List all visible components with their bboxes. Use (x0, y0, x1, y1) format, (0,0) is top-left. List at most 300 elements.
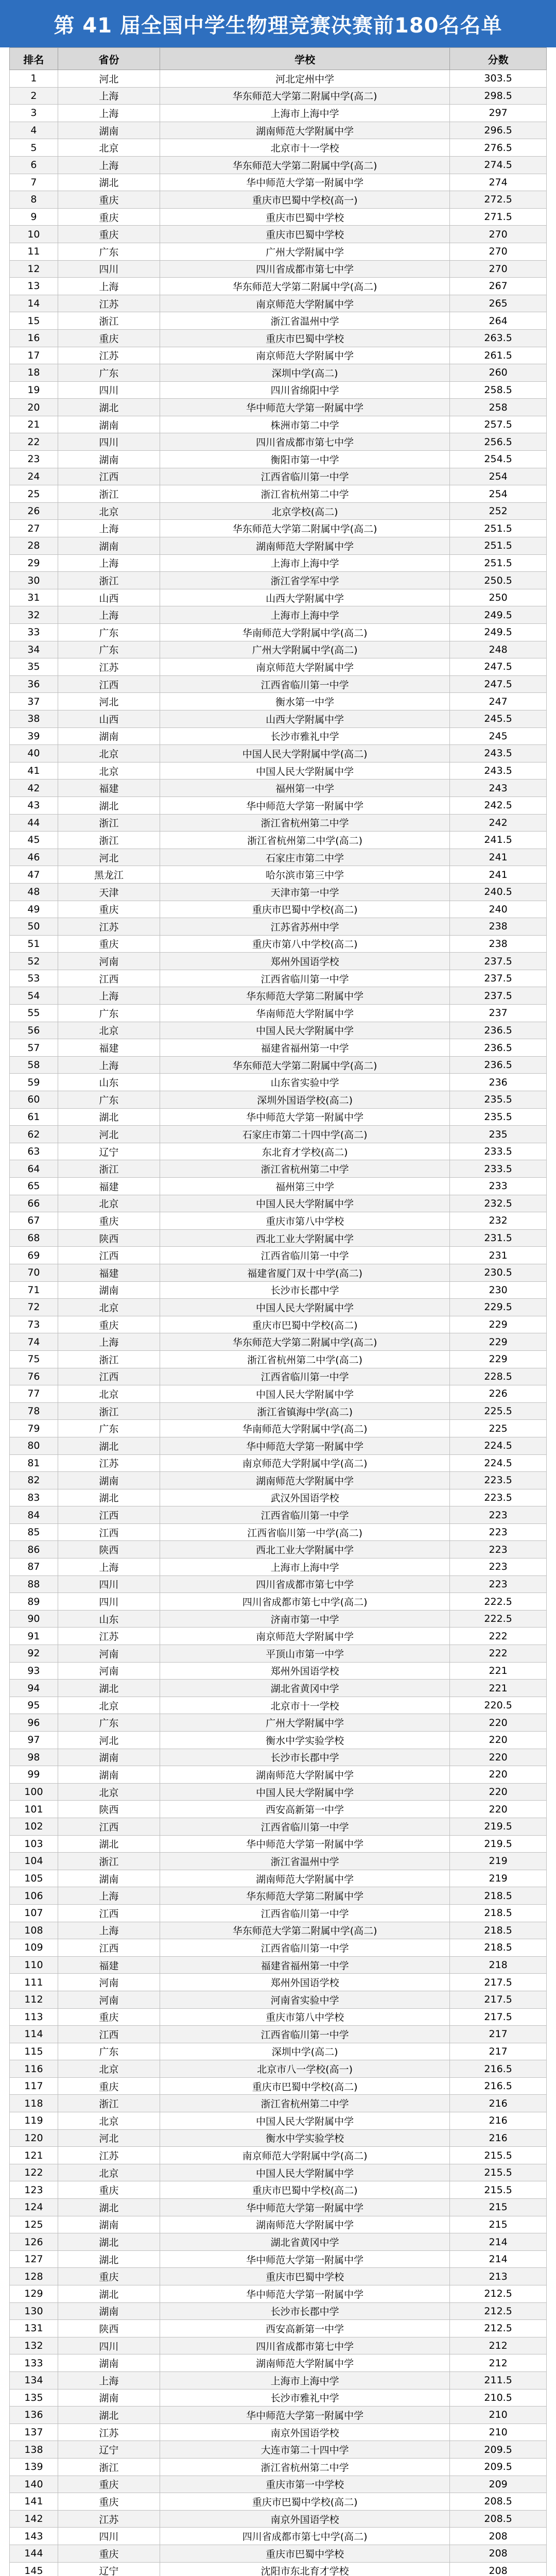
rank-cell: 127 (10, 2250, 58, 2268)
score-cell: 223 (450, 1541, 547, 1558)
rank-cell: 10 (10, 226, 58, 243)
school-cell: 福建省厦门双十中学(高二) (160, 1264, 450, 1281)
table-row (10, 987, 547, 1005)
school-cell: 湖南师范大学附属中学 (160, 2216, 450, 2233)
province-cell: 广东 (58, 1005, 160, 1022)
rank-cell: 84 (10, 1506, 58, 1524)
school-cell: 中国人民大学附属中学 (160, 1022, 450, 1039)
rank-cell: 72 (10, 1299, 58, 1316)
table-row (10, 502, 547, 520)
score-cell: 209.5 (450, 2441, 547, 2459)
rank-cell: 124 (10, 2199, 58, 2216)
score-cell: 230.5 (450, 1264, 547, 1281)
school-cell: 南京师范大学附属中学(高二) (160, 1454, 450, 1472)
rank-cell: 22 (10, 433, 58, 451)
province-cell: 河北 (58, 849, 160, 866)
rank-cell: 46 (10, 849, 58, 866)
table-row (10, 918, 547, 936)
school-cell: 河北定州中学 (160, 70, 450, 88)
rank-cell: 50 (10, 918, 58, 936)
province-cell: 湖南 (58, 1749, 160, 1766)
rank-cell: 45 (10, 832, 58, 849)
province-cell: 湖北 (58, 2285, 160, 2303)
province-cell: 重庆 (58, 208, 160, 226)
rank-cell: 106 (10, 1887, 58, 1905)
rank-cell: 115 (10, 2043, 58, 2060)
table-row (10, 191, 547, 209)
header-score: 分数 (450, 48, 547, 70)
school-cell: 大连市第二十四中学 (160, 2441, 450, 2459)
province-cell: 湖北 (58, 2233, 160, 2251)
rank-cell: 116 (10, 2060, 58, 2078)
province-cell: 江西 (58, 468, 160, 485)
rank-cell: 123 (10, 2181, 58, 2199)
school-cell: 南京师范大学附属中学 (160, 1628, 450, 1645)
province-cell: 重庆 (58, 1212, 160, 1230)
rank-cell: 14 (10, 295, 58, 312)
table-row (10, 1991, 547, 2008)
rank-cell: 89 (10, 1593, 58, 1611)
table-row (10, 2389, 547, 2406)
score-cell: 214 (450, 2233, 547, 2251)
rank-cell: 5 (10, 139, 58, 157)
score-cell: 252 (450, 502, 547, 520)
province-cell: 湖南 (58, 1472, 160, 1489)
province-cell: 湖南 (58, 416, 160, 433)
table-row (10, 2181, 547, 2199)
score-cell: 213 (450, 2268, 547, 2285)
table-row (10, 641, 547, 658)
rank-cell: 2 (10, 87, 58, 105)
province-cell: 重庆 (58, 2008, 160, 2026)
school-cell: 平顶山市第一中学 (160, 1645, 450, 1663)
score-cell: 235.5 (450, 1108, 547, 1126)
school-cell: 江西省临川第一中学 (160, 1818, 450, 1835)
rank-cell: 54 (10, 987, 58, 1005)
province-cell: 四川 (58, 2337, 160, 2354)
school-cell: 浙江省学军中学 (160, 572, 450, 589)
table-row (10, 1593, 547, 1611)
province-cell: 山西 (58, 710, 160, 727)
school-cell: 长沙市雅礼中学 (160, 2389, 450, 2406)
table-row (10, 1541, 547, 1558)
school-cell: 浙江省杭州第二中学 (160, 2095, 450, 2112)
rank-cell: 65 (10, 1178, 58, 1195)
score-cell: 215.5 (450, 2164, 547, 2181)
score-cell: 216 (450, 2129, 547, 2147)
table-row (10, 727, 547, 745)
score-cell: 270 (450, 260, 547, 278)
rank-cell: 47 (10, 866, 58, 884)
rank-cell: 68 (10, 1229, 58, 1247)
table-row (10, 1523, 547, 1541)
rank-cell: 101 (10, 1801, 58, 1818)
rank-cell: 102 (10, 1818, 58, 1835)
score-cell: 215 (450, 2199, 547, 2216)
score-cell: 249.5 (450, 624, 547, 641)
province-cell: 重庆 (58, 2493, 160, 2511)
school-cell: 长沙市长郡中学 (160, 1749, 450, 1766)
score-cell: 243.5 (450, 762, 547, 779)
school-cell: 浙江省杭州第二中学(高二) (160, 832, 450, 849)
province-cell: 江苏 (58, 2147, 160, 2164)
score-cell: 251.5 (450, 537, 547, 555)
province-cell: 湖北 (58, 1489, 160, 1506)
score-cell: 220 (450, 1783, 547, 1801)
table-row (10, 1835, 547, 1853)
score-cell: 226 (450, 1385, 547, 1403)
table-row (10, 2216, 547, 2233)
table-row (10, 589, 547, 606)
province-cell: 北京 (58, 1299, 160, 1316)
province-cell: 福建 (58, 779, 160, 797)
rank-cell: 42 (10, 779, 58, 797)
score-cell: 232 (450, 1212, 547, 1230)
province-cell: 上海 (58, 1887, 160, 1905)
score-cell: 212.5 (450, 2285, 547, 2303)
table-row (10, 2026, 547, 2043)
rank-cell: 98 (10, 1749, 58, 1766)
province-cell: 浙江 (58, 485, 160, 503)
school-cell: 重庆市巴蜀中学校(高二) (160, 901, 450, 918)
score-cell: 220 (450, 1766, 547, 1784)
rank-cell: 8 (10, 191, 58, 209)
province-cell: 广东 (58, 243, 160, 260)
score-cell: 212.5 (450, 2320, 547, 2337)
score-cell: 210.5 (450, 2389, 547, 2406)
table-row (10, 1229, 547, 1247)
rank-cell: 91 (10, 1628, 58, 1645)
rank-cell: 4 (10, 122, 58, 139)
province-cell: 重庆 (58, 226, 160, 243)
province-cell: 浙江 (58, 814, 160, 832)
province-cell: 湖南 (58, 2302, 160, 2320)
score-cell: 215.5 (450, 2147, 547, 2164)
province-cell: 四川 (58, 1575, 160, 1593)
score-cell: 220 (450, 1749, 547, 1766)
school-cell: 南京师范大学附属中学 (160, 658, 450, 676)
rank-cell: 49 (10, 901, 58, 918)
province-cell: 福建 (58, 1264, 160, 1281)
school-cell: 湖南师范大学附属中学 (160, 537, 450, 555)
score-cell: 219 (450, 1853, 547, 1870)
province-cell: 浙江 (58, 2458, 160, 2476)
table-row (10, 2008, 547, 2026)
province-cell: 广东 (58, 624, 160, 641)
table-row (10, 2285, 547, 2303)
school-cell: 重庆市巴蜀中学校(高二) (160, 1316, 450, 1333)
rank-cell: 104 (10, 1853, 58, 1870)
school-cell: 四川省成都市第七中学 (160, 433, 450, 451)
province-cell: 北京 (58, 1022, 160, 1039)
score-cell: 245 (450, 727, 547, 745)
table-row (10, 762, 547, 779)
table-row (10, 2147, 547, 2164)
school-cell: 江苏省苏州中学 (160, 918, 450, 936)
rank-cell: 17 (10, 347, 58, 364)
table-header (10, 48, 547, 70)
table-row (10, 1126, 547, 1143)
province-cell: 四川 (58, 433, 160, 451)
province-cell: 湖北 (58, 1108, 160, 1126)
table-row (10, 1749, 547, 1766)
province-cell: 江西 (58, 1506, 160, 1524)
rank-cell: 7 (10, 174, 58, 191)
score-cell: 211.5 (450, 2371, 547, 2389)
table-row (10, 1281, 547, 1299)
province-cell: 北京 (58, 1195, 160, 1212)
table-row (10, 520, 547, 537)
province-cell: 河南 (58, 1645, 160, 1663)
rank-cell: 100 (10, 1783, 58, 1801)
rank-cell: 32 (10, 606, 58, 624)
rank-cell: 74 (10, 1333, 58, 1351)
province-cell: 天津 (58, 883, 160, 901)
province-cell: 江西 (58, 1904, 160, 1922)
province-cell: 湖北 (58, 2199, 160, 2216)
score-cell: 212 (450, 2354, 547, 2372)
rank-cell: 80 (10, 1437, 58, 1454)
province-cell: 上海 (58, 520, 160, 537)
school-cell: 深圳中学(高二) (160, 364, 450, 382)
province-cell: 江西 (58, 2026, 160, 2043)
score-cell: 233 (450, 1178, 547, 1195)
score-cell: 245.5 (450, 710, 547, 727)
school-cell: 江西省临川第一中学 (160, 675, 450, 693)
school-cell: 湖北省黄冈中学 (160, 1680, 450, 1697)
table-row (10, 468, 547, 485)
province-cell: 湖南 (58, 1281, 160, 1299)
province-cell: 江苏 (58, 347, 160, 364)
table-row (10, 1783, 547, 1801)
header-row (10, 48, 547, 70)
table-row (10, 243, 547, 260)
school-cell: 华东师范大学第二附属中学(高二) (160, 156, 450, 174)
province-cell: 浙江 (58, 1402, 160, 1420)
table-row (10, 1350, 547, 1368)
score-cell: 267 (450, 278, 547, 295)
province-cell: 河南 (58, 1662, 160, 1680)
table-row (10, 572, 547, 589)
score-cell: 236.5 (450, 1056, 547, 1074)
table-row (10, 2129, 547, 2147)
score-cell: 241.5 (450, 832, 547, 849)
score-cell: 219 (450, 1870, 547, 1887)
province-cell: 重庆 (58, 2476, 160, 2493)
province-cell: 重庆 (58, 2268, 160, 2285)
table-row (10, 1922, 547, 1939)
province-cell: 上海 (58, 105, 160, 122)
score-cell: 229 (450, 1333, 547, 1351)
school-cell: 浙江省温州中学 (160, 1853, 450, 1870)
school-cell: 重庆市第八中学校 (160, 2008, 450, 2026)
province-cell: 上海 (58, 606, 160, 624)
province-cell: 浙江 (58, 1160, 160, 1178)
school-cell: 河南省实验中学 (160, 1991, 450, 2008)
table-row (10, 624, 547, 641)
table-row (10, 485, 547, 503)
table-row (10, 1801, 547, 1818)
school-cell: 衡水第一中学 (160, 693, 450, 710)
score-cell: 257.5 (450, 416, 547, 433)
table-row (10, 1333, 547, 1351)
province-cell: 山东 (58, 1610, 160, 1628)
header-school: 学校 (160, 48, 450, 70)
school-cell: 山西大学附属中学 (160, 589, 450, 606)
rank-cell: 141 (10, 2493, 58, 2511)
table-row (10, 347, 547, 364)
province-cell: 上海 (58, 1922, 160, 1939)
table-row (10, 226, 547, 243)
school-cell: 华中师范大学第一附属中学 (160, 796, 450, 814)
school-cell: 中国人民大学附属中学 (160, 1195, 450, 1212)
province-cell: 江西 (58, 1523, 160, 1541)
score-cell: 256.5 (450, 433, 547, 451)
school-cell: 华南师范大学附属中学 (160, 1005, 450, 1022)
score-cell: 247 (450, 693, 547, 710)
score-cell: 217.5 (450, 2008, 547, 2026)
table-row (10, 1022, 547, 1039)
province-cell: 江苏 (58, 295, 160, 312)
score-cell: 223.5 (450, 1489, 547, 1506)
ranking-table (9, 47, 547, 2576)
score-cell: 220.5 (450, 1697, 547, 1714)
province-cell: 河北 (58, 2129, 160, 2147)
table-row (10, 2510, 547, 2528)
province-cell: 湖北 (58, 1680, 160, 1697)
table-row (10, 1818, 547, 1835)
score-cell: 240 (450, 901, 547, 918)
rank-cell: 83 (10, 1489, 58, 1506)
province-cell: 浙江 (58, 1350, 160, 1368)
school-cell: 华中师范大学第一附属中学 (160, 174, 450, 191)
school-cell: 上海市上海中学 (160, 2371, 450, 2389)
rank-cell: 143 (10, 2528, 58, 2545)
rank-cell: 55 (10, 1005, 58, 1022)
rank-cell: 109 (10, 1939, 58, 1957)
province-cell: 北京 (58, 745, 160, 762)
school-cell: 北京市十一学校 (160, 139, 450, 157)
table-row (10, 1680, 547, 1697)
school-cell: 南京外国语学校 (160, 2510, 450, 2528)
province-cell: 黑龙江 (58, 866, 160, 884)
rank-cell: 38 (10, 710, 58, 727)
score-cell: 224.5 (450, 1437, 547, 1454)
rank-cell: 11 (10, 243, 58, 260)
score-cell: 229 (450, 1316, 547, 1333)
rank-cell: 95 (10, 1697, 58, 1714)
rank-cell: 64 (10, 1160, 58, 1178)
table-row (10, 278, 547, 295)
province-cell: 江苏 (58, 2510, 160, 2528)
table-row (10, 139, 547, 157)
score-cell: 210 (450, 2406, 547, 2424)
school-cell: 深圳中学(高二) (160, 2043, 450, 2060)
table-row (10, 2095, 547, 2112)
rank-cell: 70 (10, 1264, 58, 1281)
province-cell: 重庆 (58, 2181, 160, 2199)
school-cell: 南京师范大学附属中学(高二) (160, 2147, 450, 2164)
score-cell: 218.5 (450, 1904, 547, 1922)
score-cell: 220 (450, 1801, 547, 1818)
school-cell: 郑州外国语学校 (160, 1662, 450, 1680)
rank-cell: 137 (10, 2424, 58, 2441)
table-row (10, 1368, 547, 1385)
rank-cell: 26 (10, 502, 58, 520)
table-row (10, 2268, 547, 2285)
rank-cell: 77 (10, 1385, 58, 1403)
rank-cell: 121 (10, 2147, 58, 2164)
rank-cell: 58 (10, 1056, 58, 1074)
score-cell: 223.5 (450, 1472, 547, 1489)
province-cell: 重庆 (58, 2545, 160, 2562)
province-cell: 陕西 (58, 2320, 160, 2337)
province-cell: 上海 (58, 987, 160, 1005)
table-row (10, 2043, 547, 2060)
school-cell: 中国人民大学附属中学 (160, 762, 450, 779)
province-cell: 湖北 (58, 399, 160, 416)
score-cell: 217.5 (450, 1974, 547, 1991)
table-row (10, 1160, 547, 1178)
school-cell: 广州大学附属中学(高二) (160, 641, 450, 658)
school-cell: 华南师范大学附属中学(高二) (160, 1420, 450, 1437)
table-row (10, 329, 547, 347)
province-cell: 浙江 (58, 572, 160, 589)
rank-cell: 34 (10, 641, 58, 658)
score-cell: 219.5 (450, 1835, 547, 1853)
rank-cell: 99 (10, 1766, 58, 1784)
table-row (10, 174, 547, 191)
score-cell: 208 (450, 2545, 547, 2562)
score-cell: 236 (450, 1074, 547, 1091)
province-cell: 四川 (58, 381, 160, 399)
school-cell: 重庆市巴蜀中学校 (160, 329, 450, 347)
school-cell: 湖南师范大学附属中学 (160, 2354, 450, 2372)
school-cell: 江西省临川第一中学(高二) (160, 1523, 450, 1541)
rank-cell: 126 (10, 2233, 58, 2251)
school-cell: 重庆市巴蜀中学校(高二) (160, 2077, 450, 2095)
header-province: 省份 (58, 48, 160, 70)
rank-cell: 132 (10, 2337, 58, 2354)
rank-cell: 138 (10, 2441, 58, 2459)
rank-cell: 125 (10, 2216, 58, 2233)
score-cell: 218.5 (450, 1887, 547, 1905)
school-cell: 衡水中学实验学校 (160, 2129, 450, 2147)
school-cell: 湖南师范大学附属中学 (160, 1766, 450, 1784)
rank-cell: 35 (10, 658, 58, 676)
table-row (10, 745, 547, 762)
school-cell: 郑州外国语学校 (160, 953, 450, 970)
school-cell: 西北工业大学附属中学 (160, 1229, 450, 1247)
school-cell: 华中师范大学第一附属中学 (160, 2199, 450, 2216)
rank-cell: 28 (10, 537, 58, 555)
province-cell: 江苏 (58, 2424, 160, 2441)
rank-cell: 131 (10, 2320, 58, 2337)
school-cell: 中国人民大学附属中学 (160, 1385, 450, 1403)
score-cell: 229.5 (450, 1299, 547, 1316)
province-cell: 陕西 (58, 1541, 160, 1558)
score-cell: 223 (450, 1506, 547, 1524)
province-cell: 四川 (58, 260, 160, 278)
table-row (10, 606, 547, 624)
school-cell: 江西省临川第一中学 (160, 1904, 450, 1922)
score-cell: 221 (450, 1680, 547, 1697)
province-cell: 湖北 (58, 796, 160, 814)
rank-cell: 9 (10, 208, 58, 226)
rank-cell: 56 (10, 1022, 58, 1039)
score-cell: 225.5 (450, 1402, 547, 1420)
school-cell: 山西大学附属中学 (160, 710, 450, 727)
